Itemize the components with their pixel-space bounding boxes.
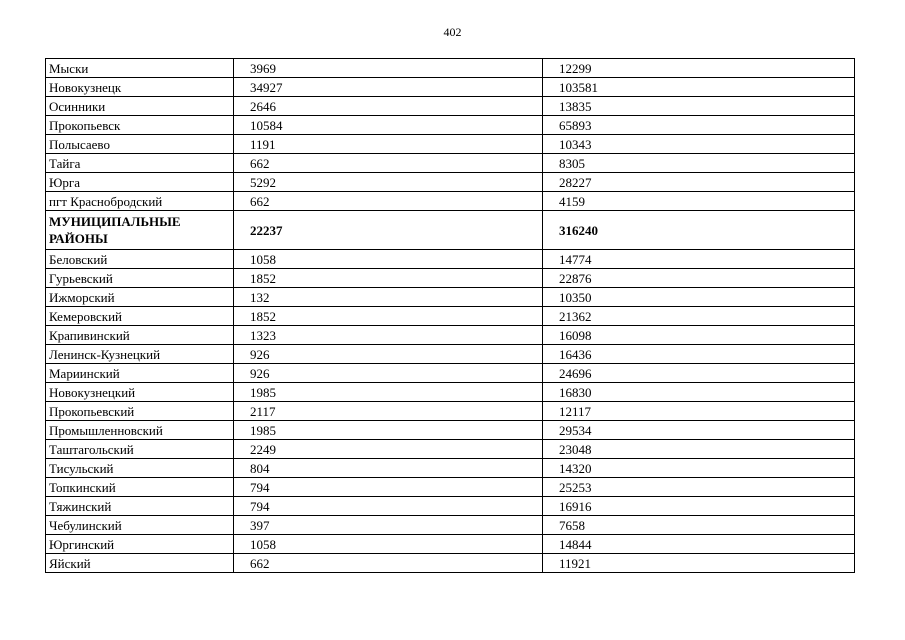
- row-value-b-cell: 10350: [543, 288, 855, 307]
- row-value-a-cell: 1852: [234, 307, 543, 326]
- table-row: [46, 497, 855, 516]
- table-row: [46, 59, 855, 78]
- table-row: [46, 192, 855, 211]
- table-row: [46, 250, 855, 269]
- row-value-b-cell: 16830: [543, 383, 855, 402]
- row-value-a-cell: 1058: [234, 250, 543, 269]
- table-row: [46, 364, 855, 383]
- row-value-a-cell: 132: [234, 288, 543, 307]
- row-name-cell: Мариинский: [46, 364, 234, 383]
- row-value-b-cell: 29534: [543, 421, 855, 440]
- table-row: [46, 516, 855, 535]
- row-name-cell: пгт Краснобродский: [46, 192, 234, 211]
- row-value-a-cell: 2117: [234, 402, 543, 421]
- row-value-a-cell: 2249: [234, 440, 543, 459]
- table-row: [46, 288, 855, 307]
- row-value-b-cell: 12299: [543, 59, 855, 78]
- row-value-a-cell: 397: [234, 516, 543, 535]
- row-value-b-cell: 23048: [543, 440, 855, 459]
- row-value-a-cell: 34927: [234, 78, 543, 97]
- row-value-a-cell: 804: [234, 459, 543, 478]
- row-name-cell: Кемеровский: [46, 307, 234, 326]
- row-name-cell: Ленинск-Кузнецкий: [46, 345, 234, 364]
- row-value-b-cell: 28227: [543, 173, 855, 192]
- row-value-b-cell: 12117: [543, 402, 855, 421]
- table-body: [46, 59, 855, 573]
- row-name-cell: Мыски: [46, 59, 234, 78]
- row-value-a-cell: 1191: [234, 135, 543, 154]
- row-value-b-cell: 4159: [543, 192, 855, 211]
- page-number: 402: [443, 25, 462, 39]
- table-row: [46, 116, 855, 135]
- row-value-b-cell: 14774: [543, 250, 855, 269]
- row-name-cell: Чебулинский: [46, 516, 234, 535]
- table-row: [46, 154, 855, 173]
- row-name-cell: Топкинский: [46, 478, 234, 497]
- row-value-a-cell: 1852: [234, 269, 543, 288]
- table-row: [46, 345, 855, 364]
- row-value-b-cell: 16098: [543, 326, 855, 345]
- row-name-cell: Прокопьевский: [46, 402, 234, 421]
- row-name-cell: Юргинский: [46, 535, 234, 554]
- row-value-a-cell: 662: [234, 554, 543, 573]
- row-value-b-cell: 16916: [543, 497, 855, 516]
- row-value-a-cell: 3969: [234, 59, 543, 78]
- row-value-b-cell: 13835: [543, 97, 855, 116]
- table-row: [46, 78, 855, 97]
- row-value-a-cell: 794: [234, 478, 543, 497]
- data-table: [45, 58, 855, 573]
- row-name-cell: Осинники: [46, 97, 234, 116]
- row-value-a-cell: 10584: [234, 116, 543, 135]
- row-value-b-cell: 103581: [543, 78, 855, 97]
- table-row: [46, 459, 855, 478]
- row-value-b-cell: 14844: [543, 535, 855, 554]
- row-name-cell: Крапивинский: [46, 326, 234, 345]
- row-name-cell: Яйский: [46, 554, 234, 573]
- row-value-a-cell: 794: [234, 497, 543, 516]
- row-value-b-cell: 11921: [543, 554, 855, 573]
- row-name-cell: Тисульский: [46, 459, 234, 478]
- row-name-cell: Новокузнецк: [46, 78, 234, 97]
- row-value-b-cell: 24696: [543, 364, 855, 383]
- row-value-a-cell: 1323: [234, 326, 543, 345]
- row-name-cell: Тяжинский: [46, 497, 234, 516]
- row-value-a-cell: 926: [234, 364, 543, 383]
- row-value-b-cell: 22876: [543, 269, 855, 288]
- row-name-cell: Прокопьевск: [46, 116, 234, 135]
- row-name-cell: Тайга: [46, 154, 234, 173]
- row-value-b-cell: 21362: [543, 307, 855, 326]
- table-row: [46, 307, 855, 326]
- table-row: [46, 173, 855, 192]
- row-value-b-cell: 14320: [543, 459, 855, 478]
- row-value-b-cell: 10343: [543, 135, 855, 154]
- table-row: [46, 326, 855, 345]
- row-name-cell: Юрга: [46, 173, 234, 192]
- row-value-a-cell: 1985: [234, 421, 543, 440]
- row-value-a-cell: 22237: [234, 211, 543, 250]
- row-name-cell: Полысаево: [46, 135, 234, 154]
- row-value-a-cell: 926: [234, 345, 543, 364]
- table-row: [46, 554, 855, 573]
- table-row: [46, 135, 855, 154]
- row-value-b-cell: 25253: [543, 478, 855, 497]
- table-row-section-header: [46, 211, 855, 250]
- row-name-cell: Таштагольский: [46, 440, 234, 459]
- table-row: [46, 440, 855, 459]
- row-name-cell: Ижморский: [46, 288, 234, 307]
- row-value-b-cell: 316240: [543, 211, 855, 250]
- row-name-cell: Новокузнецкий: [46, 383, 234, 402]
- row-name-cell: Гурьевский: [46, 269, 234, 288]
- row-name-cell: Беловский: [46, 250, 234, 269]
- table-row: [46, 535, 855, 554]
- table-row: [46, 478, 855, 497]
- row-name-cell: МУНИЦИПАЛЬНЫЕ РАЙОНЫ: [46, 211, 234, 250]
- row-value-b-cell: 65893: [543, 116, 855, 135]
- table-row: [46, 97, 855, 116]
- row-value-a-cell: 2646: [234, 97, 543, 116]
- row-value-b-cell: 7658: [543, 516, 855, 535]
- table-row: [46, 383, 855, 402]
- row-value-a-cell: 1058: [234, 535, 543, 554]
- row-value-a-cell: 662: [234, 192, 543, 211]
- row-name-cell: Промышленновский: [46, 421, 234, 440]
- row-value-b-cell: 8305: [543, 154, 855, 173]
- table-row: [46, 402, 855, 421]
- row-value-a-cell: 1985: [234, 383, 543, 402]
- table-row: [46, 421, 855, 440]
- row-value-b-cell: 16436: [543, 345, 855, 364]
- row-value-a-cell: 662: [234, 154, 543, 173]
- row-value-a-cell: 5292: [234, 173, 543, 192]
- table-row: [46, 269, 855, 288]
